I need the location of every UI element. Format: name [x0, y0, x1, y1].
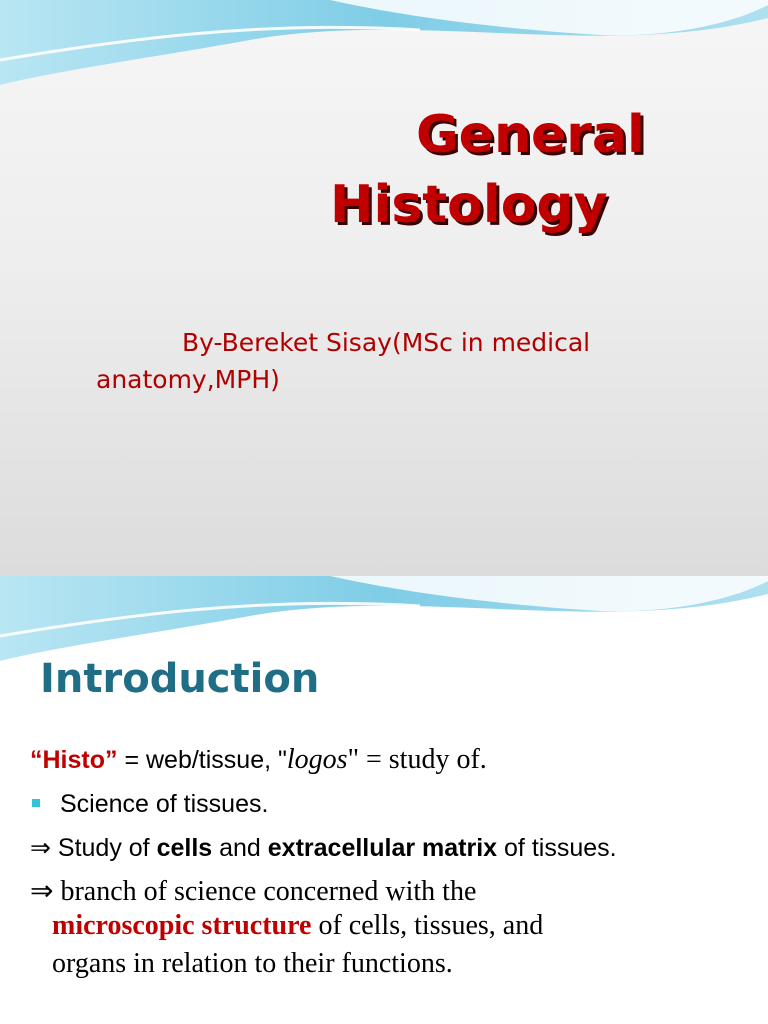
bullet-science-of-tissues [30, 790, 268, 819]
study-prefix: ⇒ Study of [30, 834, 157, 862]
square-bullet-icon [32, 799, 40, 807]
branch-line-3: organs in relation to their functions. [52, 948, 453, 979]
study-suffix: of tissues. [497, 834, 617, 862]
title-line-2: Histology [330, 175, 608, 235]
wave-banner [0, 0, 768, 100]
histo-definition [30, 744, 487, 776]
branch-line-1: ⇒ branch of science concerned with the [30, 876, 477, 907]
study-of-cells-line [30, 833, 617, 863]
and-word: and [212, 834, 268, 862]
logos-term: logos [286, 744, 348, 775]
title-line-1: General [416, 105, 645, 165]
histo-term: “Histo” [30, 746, 118, 774]
branch-line-2 [52, 910, 543, 942]
histo-meaning: = web/tissue, " [117, 746, 287, 774]
ecm-term: extracellular matrix [267, 834, 498, 862]
introduction-slide [0, 576, 768, 1024]
microscopic-structure-term: microscopic structure [52, 910, 312, 941]
author-byline: By-Bereket Sisay(MSc in medical anatomy,MPH) [96, 328, 591, 394]
logos-meaning: " = study of. [347, 744, 487, 775]
bullet-text: Science of tissues. [60, 790, 269, 818]
slide-heading: Introduction [40, 656, 320, 702]
branch-line-2-rest: of cells, tissues, and [311, 910, 544, 941]
slide-title [330, 100, 750, 240]
cells-term: cells [156, 834, 213, 862]
